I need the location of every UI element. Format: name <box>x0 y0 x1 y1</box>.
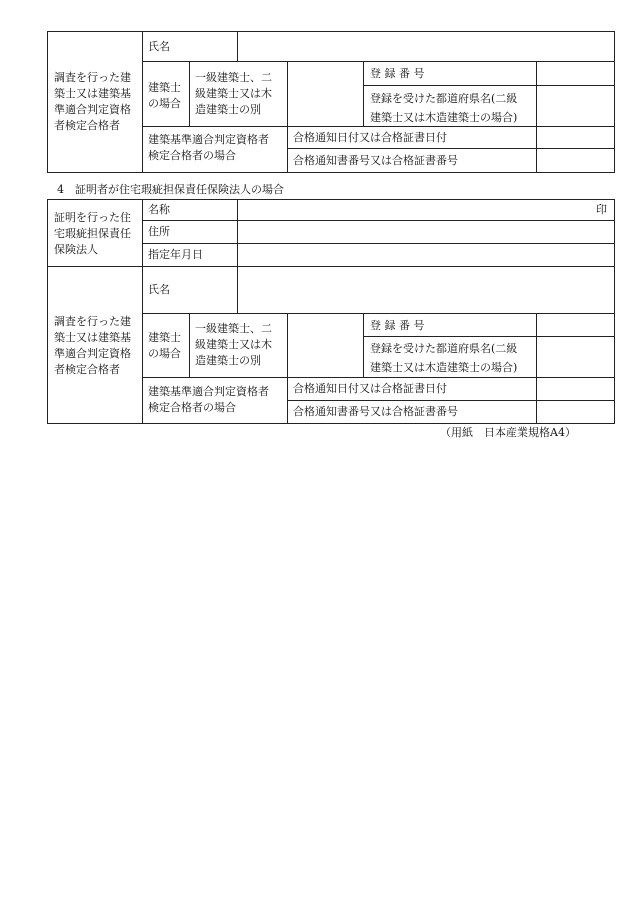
inspector-header: 調査を行った建 築士又は建築基 準適合判定資格 者検定合格者 <box>54 71 131 132</box>
prefecture-field[interactable] <box>537 86 614 126</box>
inspector-case-label: 建築基準適合判定資格者 検定合格者の場合 <box>148 385 269 414</box>
pass-date-label: 合格通知日付又は合格証書日付 <box>293 131 447 144</box>
seal-mark: 印 <box>596 203 607 216</box>
section-4-heading: 4 証明者が住宅瑕疵担保責任保険法人の場合 <box>57 183 284 196</box>
designation-date-label: 指定年月日 <box>148 248 203 261</box>
architect-class-label: 一級建築士、二 級建築士又は木 造建築士の別 <box>195 71 272 116</box>
prefecture-label: 登録を受けた都道府県名(二級 建築士又は木造建築士の場合) <box>370 92 518 124</box>
architect-class-field[interactable] <box>288 314 363 377</box>
pass-number-label: 合格通知書番号又は合格証書番号 <box>293 154 458 167</box>
corp-name-label: 名称 <box>148 203 170 216</box>
pass-number-label: 合格通知書番号又は合格証書番号 <box>293 405 458 418</box>
architect-label: 建築士 の場合 <box>148 331 181 360</box>
registration-number-label: 登 録 番 号 <box>370 67 425 80</box>
registration-number-label: 登 録 番 号 <box>370 319 425 332</box>
prefecture-label: 登録を受けた都道府県名(二級 建築士又は木造建築士の場合) <box>370 342 518 374</box>
designation-date-field[interactable] <box>238 244 614 266</box>
pass-number-field[interactable] <box>537 149 614 172</box>
address-field[interactable] <box>238 221 614 243</box>
name-field[interactable] <box>238 32 614 61</box>
architect-label: 建築士 の場合 <box>148 81 181 110</box>
corp-name-field[interactable] <box>238 200 614 220</box>
pass-number-field[interactable] <box>537 401 614 423</box>
architect-class-label: 一級建築士、二 級建築士又は木 造建築士の別 <box>195 322 272 367</box>
registration-number-field[interactable] <box>537 62 614 85</box>
pass-date-field[interactable] <box>537 127 614 148</box>
corp-header: 証明を行った住 宅瑕疵担保責任 保険法人 <box>54 211 131 256</box>
name-field[interactable] <box>238 267 614 313</box>
inspector-case-label: 建築基準適合判定資格者 検定合格者の場合 <box>148 133 269 162</box>
inspector-header: 調査を行った建 築士又は建築基 準適合判定資格 者検定合格者 <box>54 315 131 376</box>
pass-date-field[interactable] <box>537 378 614 400</box>
prefecture-field[interactable] <box>537 337 614 377</box>
paper-size-note: （用紙 日本産業規格A4） <box>440 426 576 439</box>
architect-class-field[interactable] <box>288 62 363 126</box>
registration-number-field[interactable] <box>537 314 614 336</box>
address-label: 住所 <box>148 225 170 238</box>
pass-date-label: 合格通知日付又は合格証書日付 <box>293 382 447 395</box>
name-label: 氏名 <box>148 40 170 53</box>
name-label: 氏名 <box>148 283 170 296</box>
